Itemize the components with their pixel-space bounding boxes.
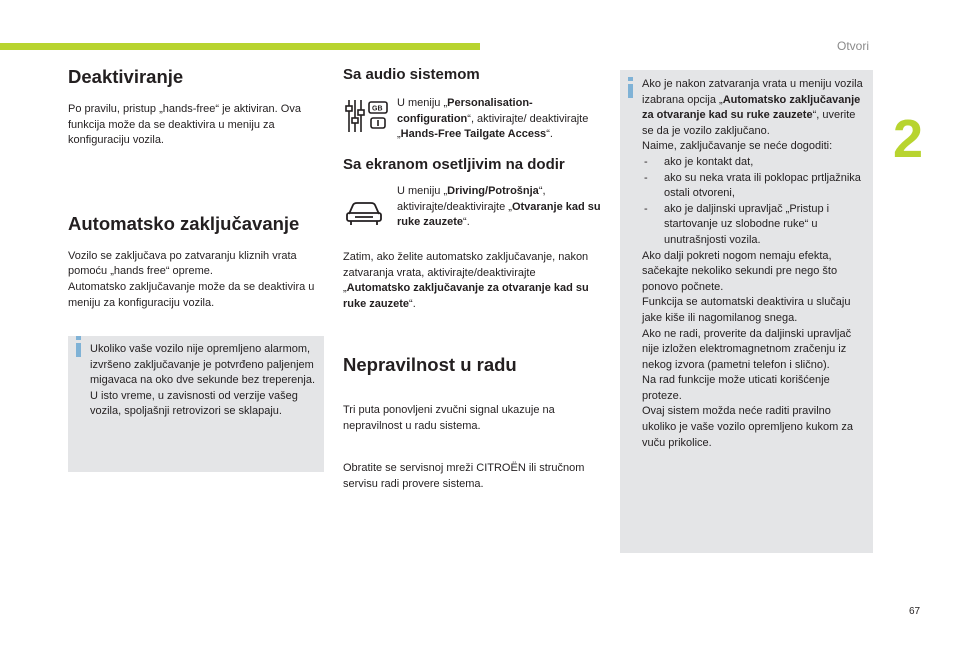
right-note-p2: Funkcija se automatski deaktivira u slučaju jake kiše ili nagomilanog snega. (642, 296, 851, 324)
info-icon (628, 84, 633, 98)
deactivation-body: Po pravilu, pristup „hands-free“ je aktiviran. Ova funkcija može da se deaktivira u meniju za konfiguraciju vozila. (68, 103, 301, 147)
column-left (68, 66, 326, 311)
right-note-p1: Ako dalji pokreti nogom nemaju efekta, sačekajte nekoliko sekundi pre nego što ponovo počnete. (642, 249, 838, 293)
autolock-body-1: Vozilo se zaključava po zatvaranju kliznih vrata pomoću „hands free“ opreme. (68, 249, 297, 278)
malfunction-p1: Tri puta ponovljeni zvučni signal ukazuje na nepravilnost u radu sistema. (343, 404, 555, 432)
autolock-note-2: U isto vreme, u zavisnosti od verzije vašeg vozila, spoljašnji retrovizori se sklapaju. (90, 389, 298, 418)
right-note-p4: Na rad funkcije može uticati korišćenje proteze. (642, 374, 830, 402)
header-accent-bar (0, 43, 480, 50)
then-text: Zatim, ako želite automatsko zaključavanje, nakon zatvaranja vrata, aktivirajte/deaktivirajte „Automatsko zaključavanje za otvaranje kad su ruke zauzete“. (343, 251, 589, 310)
touch-instruction (343, 184, 605, 234)
audio-settings-icon (343, 96, 391, 140)
audio-text: U meniju „Personalisation-configuration“, aktivirajte/ deaktivirajte „Hands-Free Tailgate Access“. (397, 97, 589, 141)
section-label: Otvori (837, 39, 870, 53)
page-number: 67 (909, 606, 921, 617)
chapter-number: 2 (893, 109, 924, 169)
svg-text:GB: GB (372, 105, 383, 113)
audio-title: Sa audio sistemom (343, 66, 480, 83)
malfunction-title: Nepravilnost u radu (343, 354, 517, 375)
list-item: - ako je daljinski upravljač „Pristup i startovanje uz slobodne ruke“ u unutrašnjosti vozila. (642, 202, 865, 249)
car-icon (343, 194, 385, 230)
autolock-note (68, 336, 324, 472)
list-item: - ako su neka vrata ili poklopac prtljažnika ostali otvoreni, (642, 171, 865, 202)
right-note-lead: Naime, zaključavanje se neće dogoditi: (642, 140, 833, 153)
touch-title: Sa ekranom osetljivim na dodir (343, 156, 565, 173)
autolock-body-2: Automatsko zaključavanje može da se deaktivira u meniju za konfiguraciju vozila. (68, 280, 315, 309)
list-item: - ako je kontakt dat, (642, 155, 865, 171)
autolock-note-1: Ukoliko vaše vozilo nije opremljeno alarmom, izvršeno zaključavanje je potvrđeno paljenjem migavaca na oko dve sekunde bez treperenja. (90, 343, 316, 387)
right-note (620, 70, 873, 553)
malfunction-p2: Obratite se servisnoj mreži CITROËN ili stručnom servisu radi provere sistema. (343, 462, 585, 490)
right-note-intro: Ako je nakon zatvaranja vrata u meniju vozila izabrana opcija „Automatsko zaključavanje za otvaranje kad su ruke zauzete“, uverite se da je vozilo zaključano. (642, 78, 863, 137)
column-middle (343, 66, 605, 490)
right-note-p3: Ako ne radi, proverite da daljinski upravljač nije izložen elektromagnetnom zračenju iz nekog izvora (pametni telefon i slično). (642, 327, 852, 371)
right-note-list (642, 155, 865, 249)
info-icon (76, 343, 81, 357)
audio-instruction (343, 96, 605, 156)
right-note-p5: Ovaj sistem možda neće raditi pravilno ukoliko je vaše vozilo opremljeno kukom za vuču prikolice. (642, 405, 853, 449)
touch-text: U meniju „Driving/Potrošnja“, aktivirajte/deaktivirajte „Otvaranje kad su ruke zauzete“. (397, 185, 601, 229)
autolock-title: Automatsko zaključavanje (68, 212, 300, 234)
deactivation-title: Deaktiviranje (68, 66, 184, 87)
